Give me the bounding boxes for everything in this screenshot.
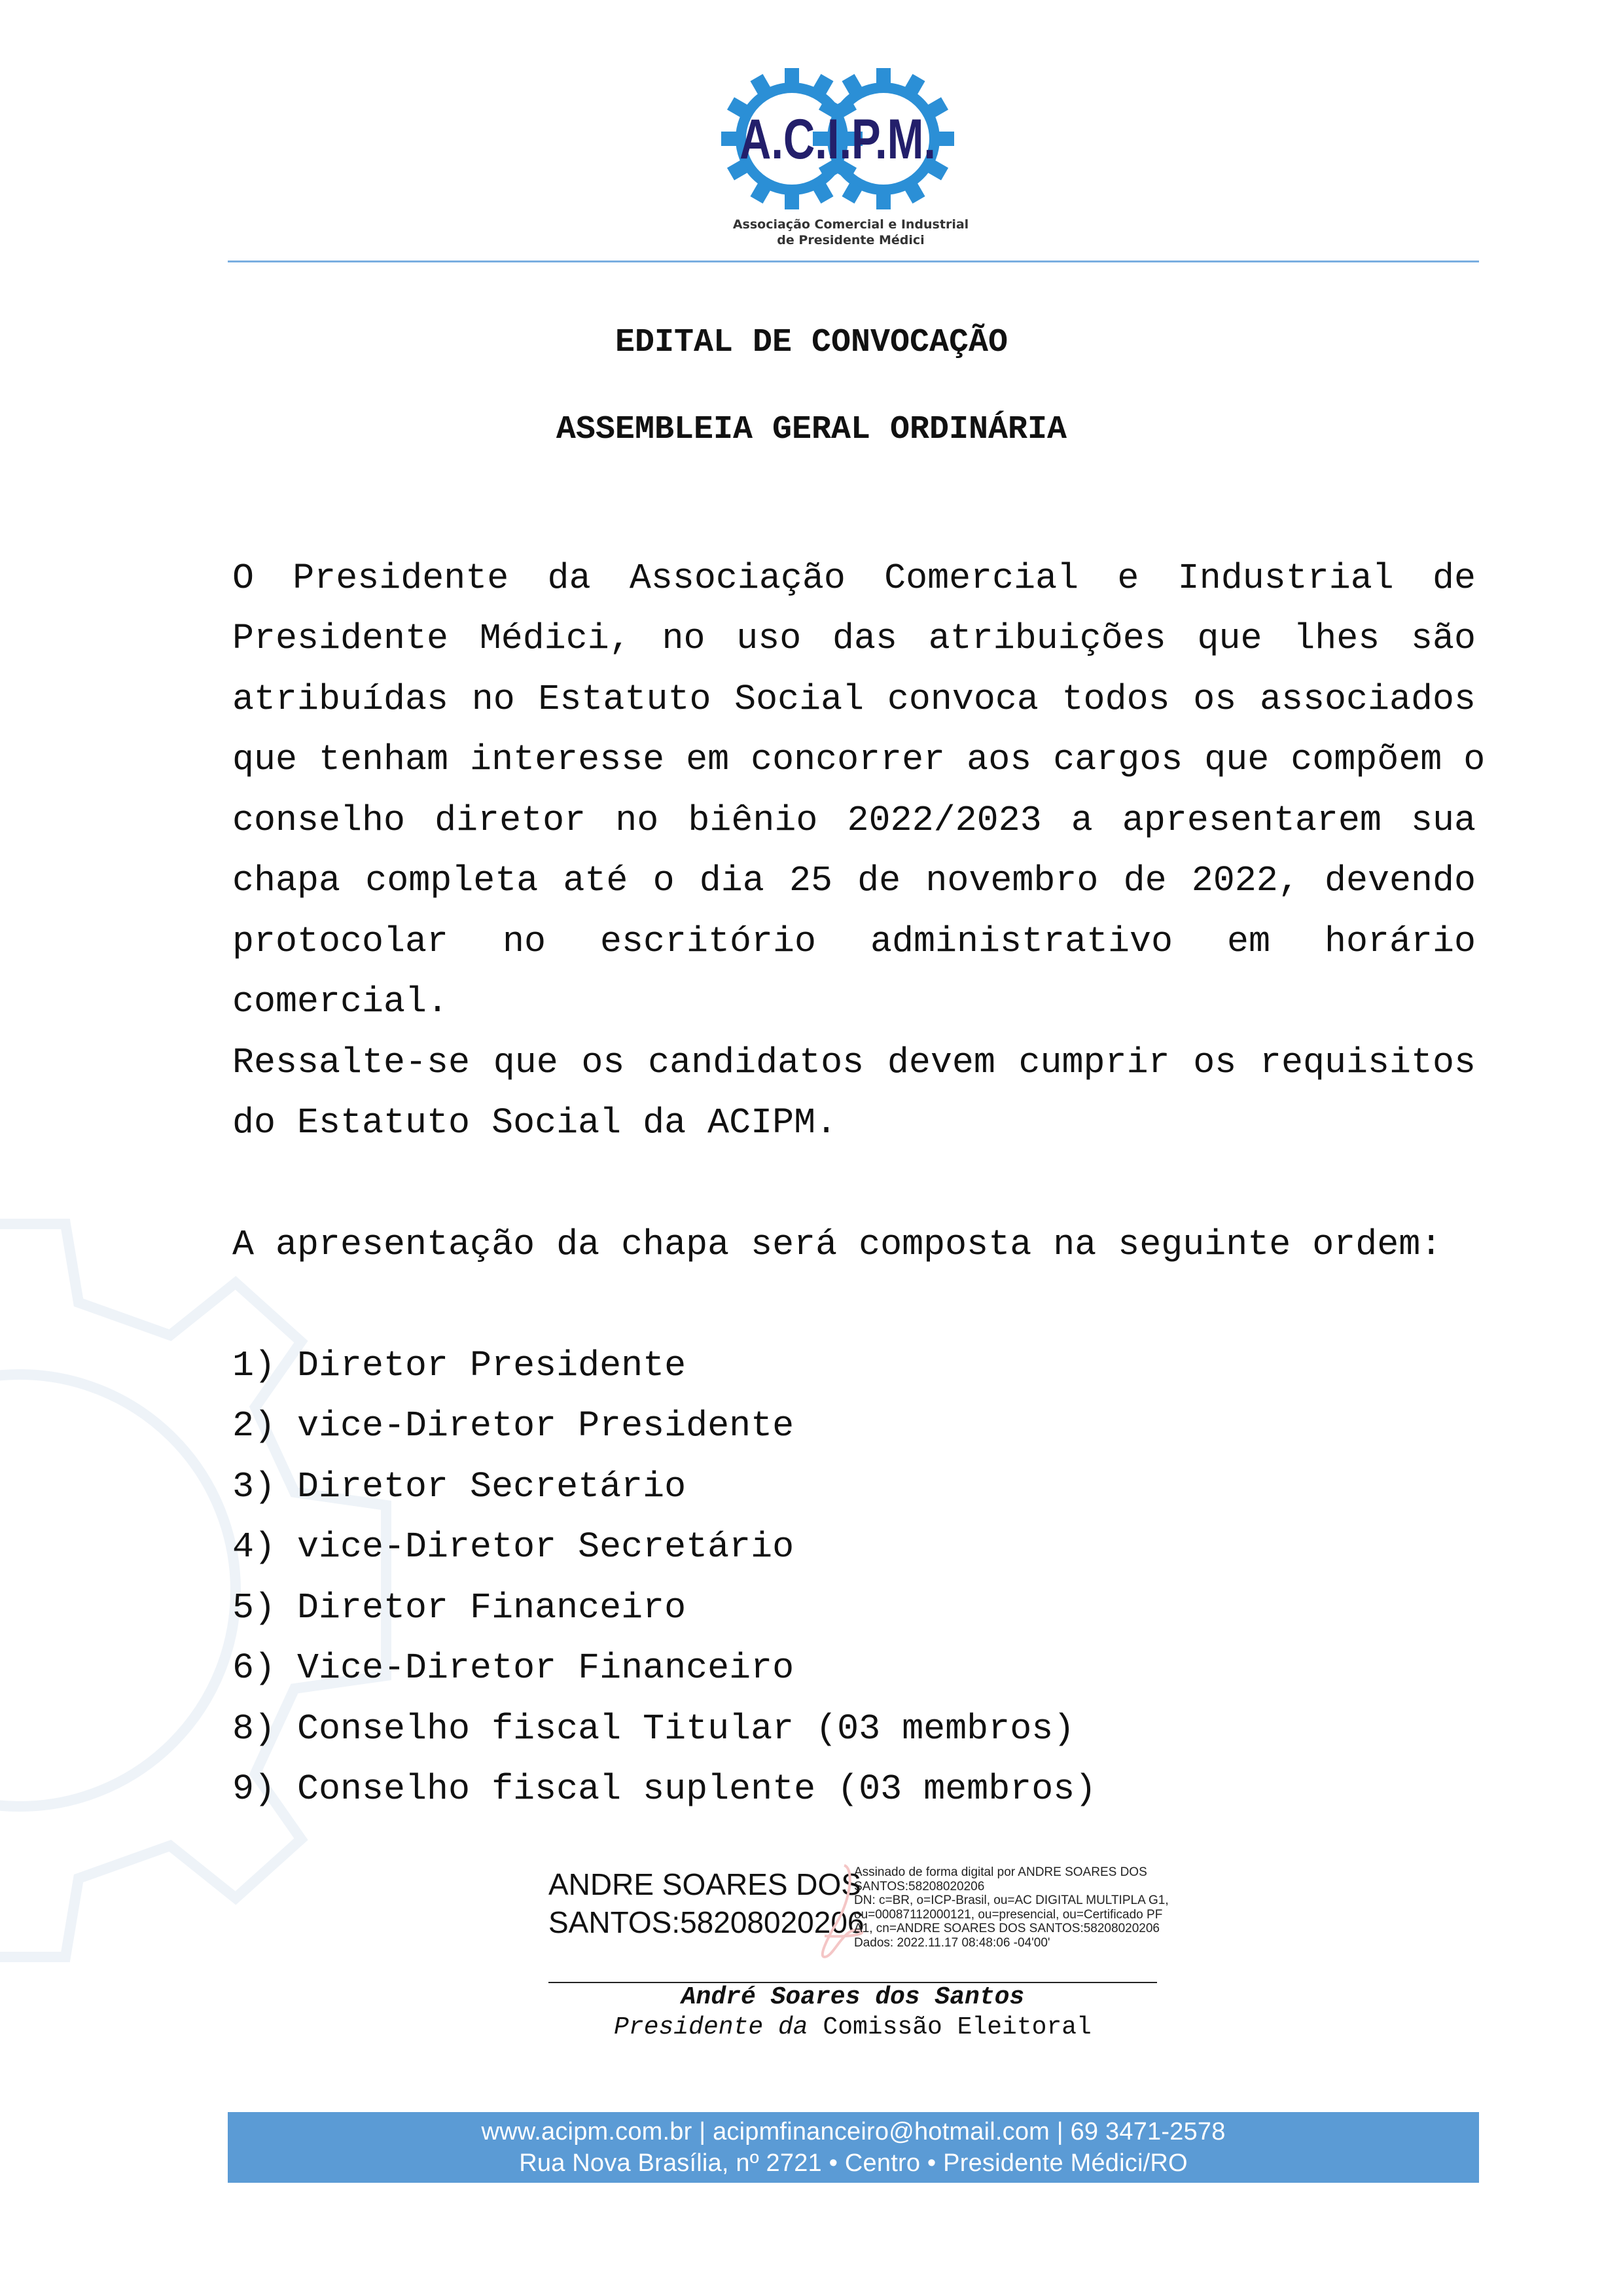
list-intro: A apresentação da chapa será composta na seguinte ordem: xyxy=(232,1224,1442,1265)
gear-tooth xyxy=(785,192,799,209)
footer-contact: www.acipm.com.br | acipmfinanceiro@hotmail.com | 69 3471-2578 xyxy=(481,2118,1226,2145)
paragraph-line: comercial. xyxy=(232,981,449,1022)
signer-name: André Soares dos Santos xyxy=(681,1983,1025,2011)
paragraph-line: conselho diretor no biênio 2022/2023 a apresentarem sua xyxy=(232,800,1476,841)
signature-detail-line: Assinado de forma digital por ANDRE SOARES DOS xyxy=(854,1865,1147,1879)
paragraph-line: Presidente Médici, no uso das atribuições que lhes são xyxy=(232,618,1476,659)
list-item: 9) Conselho fiscal suplente (03 membros) xyxy=(232,1768,1097,1810)
logo-caption-line2: de Presidente Médici xyxy=(777,233,925,247)
paragraph-line: que tenham interesse em concorrer aos cargos que compõem o xyxy=(232,739,1486,780)
footer-bar xyxy=(228,2112,1479,2183)
paragraph-line: Ressalte-se que os candidatos devem cumprir os requisitos xyxy=(232,1042,1476,1083)
footer-address: Rua Nova Brasília, nº 2721 • Centro • Presidente Médici/RO xyxy=(519,2149,1188,2177)
signature-detail-line: SANTOS:58208020206 xyxy=(854,1879,985,1893)
digital-signature-name-line1: ANDRE SOARES DOS xyxy=(548,1867,861,1901)
gear-tooth xyxy=(876,192,891,209)
signature-detail-line: ou=00087112000121, ou=presencial, ou=Certificado PF xyxy=(854,1907,1163,1922)
header-divider xyxy=(228,260,1479,262)
signature-detail-line: DN: c=BR, o=ICP-Brasil, ou=AC DIGITAL MULTIPLA G1, xyxy=(854,1893,1169,1907)
gear-tooth xyxy=(937,132,954,146)
list-item: 6) Vice-Diretor Financeiro xyxy=(232,1647,794,1689)
logo-acronym: A.C.I.P.M. xyxy=(740,108,936,171)
digital-signature-name-line2: SANTOS:58208020206 xyxy=(548,1905,865,1939)
digital-signature-details xyxy=(854,1865,1169,1950)
list-item: 2) vice-Diretor Presidente xyxy=(232,1405,794,1446)
gear-tooth xyxy=(785,68,799,85)
list-item: 1) Diretor Presidente xyxy=(232,1345,687,1386)
signer-role xyxy=(548,2011,1157,2045)
signer-role-part1: Presidente da xyxy=(614,2013,808,2041)
list-item: 8) Conselho fiscal Titular (03 membros) xyxy=(232,1708,1075,1749)
signer-role-part2: Comissão Eleitoral xyxy=(823,2013,1092,2041)
signature-detail-line: Dados: 2022.11.17 08:48:06 -04'00' xyxy=(854,1935,1050,1950)
paragraph-line: chapa completa até o dia 25 de novembro de 2022, devendo xyxy=(232,860,1476,901)
paragraph-line: atribuídas no Estatuto Social convoca todos os associados xyxy=(232,679,1476,720)
gears-logo-icon xyxy=(707,65,995,216)
gear-tooth xyxy=(876,68,891,85)
document-subtitle: ASSEMBLEIA GERAL ORDINÁRIA xyxy=(556,411,1067,448)
paragraph-line: protocolar no escritório administrativo em horário xyxy=(232,921,1476,962)
gear-tooth xyxy=(721,132,738,146)
list-item: 4) vice-Diretor Secretário xyxy=(232,1526,794,1568)
list-item: 5) Diretor Financeiro xyxy=(232,1587,687,1628)
paragraph-line: O Presidente da Associação Comercial e Industrial de xyxy=(232,558,1476,599)
acipm-logo xyxy=(707,65,995,255)
document-title: EDITAL DE CONVOCAÇÃO xyxy=(615,324,1008,361)
paragraph-line: do Estatuto Social da ACIPM. xyxy=(232,1102,838,1143)
logo-caption-line1: Associação Comercial e Industrial xyxy=(732,217,969,232)
list-item: 3) Diretor Secretário xyxy=(232,1466,687,1507)
signature-detail-line: A1, cn=ANDRE SOARES DOS SANTOS:58208020206 xyxy=(854,1922,1160,1935)
